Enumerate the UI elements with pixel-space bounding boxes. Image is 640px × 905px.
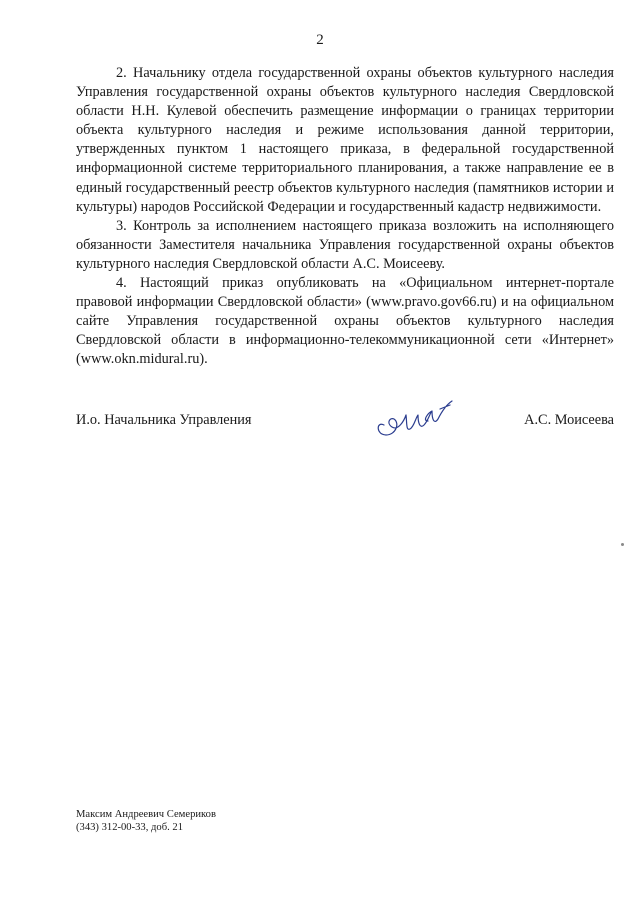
paragraph-4: 4. Настоящий приказ опубликовать на «Официальном интернет-портале правовой информации Свердловской области» (www.pravo.gov66.ru) и на официальном сайте Управления государственной охраны объектов культурного наследия Свердловской области в информационно-телекоммуникационной сети «Интернет» (www.okn.midural.ru). <box>76 275 614 368</box>
signature-block <box>76 405 614 445</box>
scan-speck <box>621 543 624 546</box>
document-body <box>76 64 614 370</box>
page-number: 2 <box>316 32 324 48</box>
executor-name: Максим Андреевич Семериков <box>76 809 216 820</box>
executor-contact <box>76 808 216 835</box>
handwritten-signature <box>370 395 460 445</box>
executor-phone: (343) 312-00-33, доб. 21 <box>76 822 183 834</box>
signatory-position: И.о. Начальника Управления <box>76 412 252 428</box>
paragraph-3: 3. Контроль за исполнением настоящего приказа возложить на исполняющего обязанности Заместителя начальника Управления государственной охраны объектов культурного наследия Свердловской области А.С. Моисееву. <box>76 217 614 272</box>
paragraph-2: 2. Начальнику отдела государственной охраны объектов культурного наследия Управления государственной охраны объектов культурного наследия Свердловской области Н.Н. Кулевой обеспечить размещение информации о границах территории объекта культурного наследия и режиме использования данной территории, утвержденных пунктом 1 настоящего приказа, в федеральной государственной информационной системе территориального планирования, а также направление ее в единый государственный реестр объектов культурного наследия (памятников истории и культуры) народов Российской Федерации и государственный кадастр недвижимости. <box>76 65 614 215</box>
signatory-name: А.С. Моисеева <box>524 412 614 428</box>
